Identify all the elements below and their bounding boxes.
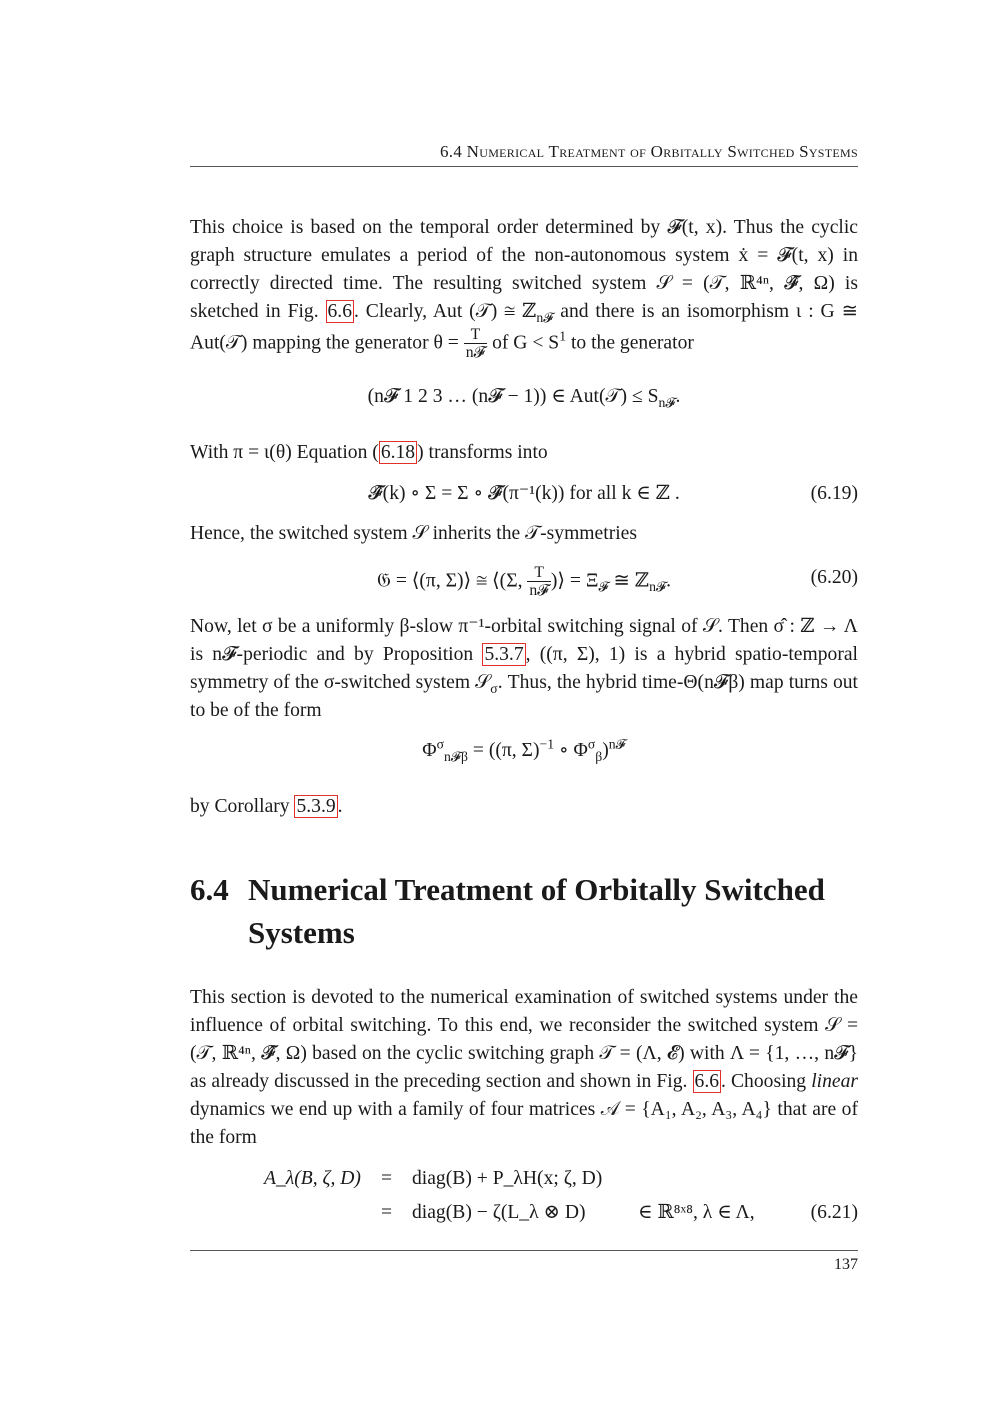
paragraph-4 [190, 613, 858, 725]
eq-gen-end: . [675, 386, 681, 407]
eq-gen-sub: n𝓕 [658, 394, 676, 410]
proposition-ref-5-3-7[interactable]: 5.3.7 [484, 644, 524, 665]
eq-gen-text: (n𝓕 1 2 3 … (n𝓕 − 1)) ∈ Aut(𝒯) ≤ S [367, 386, 659, 407]
eq-phi: Φ [422, 740, 437, 761]
page [190, 0, 858, 1414]
fraction-bottom: n𝓕 [465, 344, 486, 362]
eq21-rhs1: diag(B) + P_λH(x; ζ, D) [412, 1168, 603, 1189]
p1-tail2: and there is an isomorphism ι : G ≅ Aut(𝒯) mapping the generator θ = [190, 301, 858, 354]
fraction-top: T [464, 326, 487, 344]
p1-tail4: to the generator [566, 332, 694, 354]
equation-6-19 [190, 480, 858, 512]
eq20-sub2: n𝓕 [649, 579, 667, 595]
p1-tail: . Clearly, Aut (𝒯) ≅ ℤ [354, 301, 537, 322]
figure-ref-6-6[interactable]: 6.6 [327, 301, 352, 322]
eq19-body: 𝓕̂(k) ∘ Σ = Σ ∘ 𝓕̂(π⁻¹(k)) for all k ∈ ℤ . [368, 483, 680, 504]
eq-phi-b: = ((π, Σ) [467, 740, 540, 761]
eq-phi-sup3: σ [587, 736, 596, 752]
running-head: 6.4 Numerical Treatment of Orbitally Switched Systems [439, 142, 858, 161]
footer-rule [190, 1250, 858, 1251]
p1-text: This choice is based on the temporal order determined by 𝓕(t, x). Thus the cyclic graph structure emulates a period of the non-autonomous system ẋ = 𝓕(t, x) in correctly directed time. The resulting switched system 𝒮 = (𝒯, ℝ⁴ⁿ, 𝓕̂, Ω) is sketched in Fig. [190, 217, 858, 322]
p4-text-c: . Thus, the hybrid time-Θ(n𝓕β) map turns out to be of the form [190, 672, 858, 721]
header-rule [190, 166, 858, 167]
eq21-number: (6.21) [810, 1202, 858, 1223]
p1-tail3: of G < S [487, 332, 560, 354]
figure-ref-6-6-second[interactable]: 6.6 [694, 1071, 720, 1092]
p6-emphasis: linear [811, 1071, 858, 1092]
eq21-rhs2: diag(B) − ζ(L_λ ⊗ D) [412, 1202, 586, 1223]
eq20-number: (6.20) [810, 567, 858, 588]
p2-text-a: With π = ι(θ) Equation ( [190, 442, 379, 463]
p4-text-a: Now, let σ be a uniformly β-slow π⁻¹-orbital switching signal of 𝒮. Then σ̂ : ℤ → Λ is n𝓕-periodic and by Proposition [190, 616, 858, 665]
p2-text-b: ) transforms into [417, 442, 548, 463]
paragraph-3 [190, 520, 858, 548]
p1-tail3-sup: 1 [559, 328, 567, 344]
paragraph-6 [190, 984, 858, 1152]
eq20-d: . [666, 570, 671, 592]
eq20-fraction [527, 564, 550, 600]
eq21-extra: ∈ ℝ⁸ˣ⁸, λ ∈ Λ, [638, 1202, 755, 1223]
page-number: 137 [834, 1256, 858, 1273]
eq-phi-sup4: n𝓕 [608, 736, 626, 752]
eq-phi-sup2: −1 [539, 736, 555, 752]
eq-phi-d: ) [602, 740, 609, 761]
p5-text-a: by Corollary [190, 796, 295, 817]
eq-phi-sub3: β [595, 748, 603, 764]
equation-6-20 [190, 564, 858, 600]
p4-text-b: , ((π, Σ), 1) is a hybrid spatio-temporal symmetry of the σ-switched system 𝒮 [190, 644, 858, 693]
p6-text-b: . Choosing [721, 1071, 812, 1092]
p1-tail-sub: n𝓕 [536, 309, 554, 325]
equation-generator [190, 383, 858, 415]
fraction-t-over-nf [464, 326, 487, 362]
eq-phi-sup: σ [436, 736, 444, 752]
eq20-a: 𝔊 = ⟨(π, Σ)⟩ ≅ ⟨(Σ, [376, 570, 528, 592]
equation-ref-6-18[interactable]: 6.18 [380, 442, 416, 463]
eq21-lhs: A_λ(B, ζ, D) [264, 1168, 361, 1189]
corollary-ref-5-3-9[interactable]: 5.3.9 [296, 796, 336, 817]
eq-phi-c: ∘ Φ [554, 740, 588, 761]
eq20-frac-top: T [527, 564, 550, 582]
eq21-rel1: = [381, 1168, 393, 1189]
p3-text: Hence, the switched system 𝒮 inherits the 𝒯-symmetries [190, 523, 637, 544]
section-number: 6.4 [190, 872, 229, 907]
paragraph-1 [190, 214, 858, 362]
eq20-b: )⟩ = Ξ [550, 570, 599, 592]
eq20-sub1: 𝓕 [598, 579, 609, 595]
paragraph-5 [190, 793, 858, 821]
eq20-frac-bot: n𝓕 [529, 582, 549, 600]
eq19-number: (6.19) [810, 483, 858, 504]
eq20-c: ≅ ℤ [608, 570, 650, 592]
p6-text-c: dynamics we end up with a family of four matrices 𝒜 = {A₁, A₂, A₃, A₄} that are of the form [190, 1099, 858, 1148]
eq21-rel2: = [381, 1202, 393, 1223]
p6-text-a: This section is devoted to the numerical examination of switched systems under the influence of orbital switching. To this end, we reconsider the switched system 𝒮 = (𝒯, ℝ⁴ⁿ, 𝓕̂, Ω) based on the cyclic switching graph 𝒯 = (Λ, 𝓔) with Λ = {1, …, n𝓕} as already discussed in the preceding section and shown in Fig. [190, 987, 858, 1092]
equation-phi-map [190, 737, 858, 769]
p4-sub: σ [490, 680, 498, 696]
paragraph-2 [190, 439, 858, 467]
eq-phi-sub: n𝓕β [444, 748, 468, 764]
p5-text-b: . [337, 796, 343, 817]
section-title: Numerical Treatment of Orbitally Switched Systems [248, 872, 825, 950]
